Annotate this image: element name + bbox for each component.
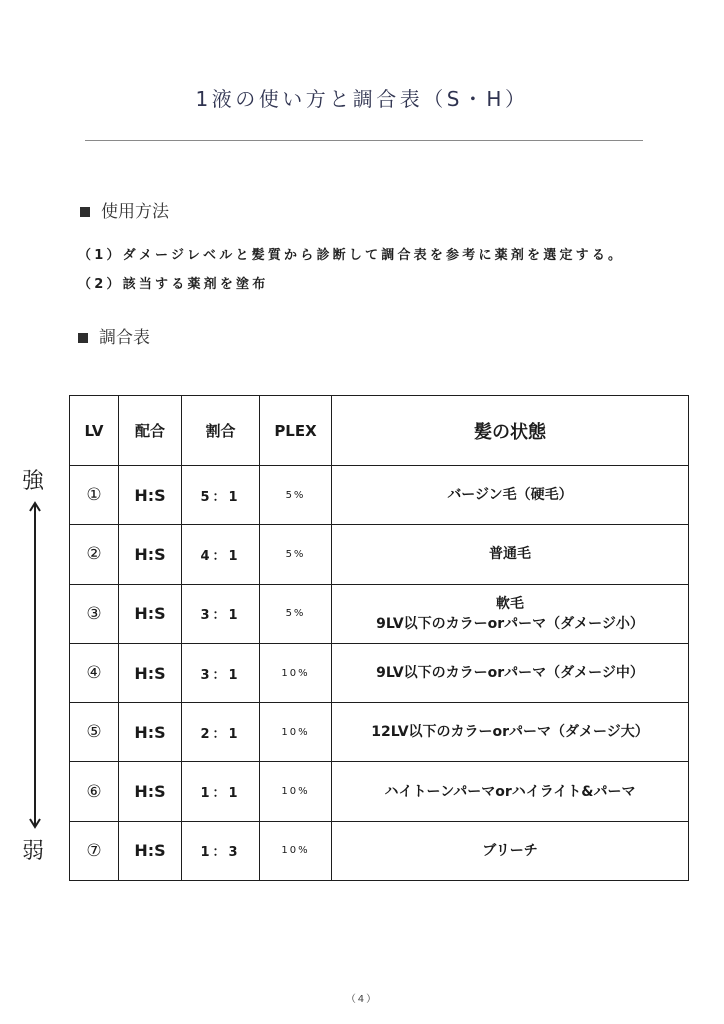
usage-heading-label: 使用方法: [101, 202, 169, 222]
cell-plex: 10%: [260, 643, 332, 702]
usage-step-1: （1）ダメージレベルと髪質から診断して調合表を参考に薬剤を選定する。: [78, 248, 625, 263]
cell-state-line: 9LV以下のカラーorパーマ（ダメージ小）: [376, 615, 644, 632]
cell-state-line: 12LV以下のカラーorパーマ（ダメージ大）: [371, 724, 649, 741]
table-header-row: [70, 396, 689, 466]
cell-plex: 5%: [260, 584, 332, 643]
cell-lv: ③: [70, 584, 119, 643]
cell-ratio: 5：1: [182, 466, 260, 525]
cell-lv: ⑦: [70, 821, 119, 880]
table-row: [70, 643, 689, 702]
cell-state-line: 9LV以下のカラーorパーマ（ダメージ中）: [376, 665, 644, 682]
cell-state-line: 普通毛: [489, 546, 531, 563]
cell-state: [332, 703, 689, 762]
cell-plex: 10%: [260, 821, 332, 880]
table-row: [70, 466, 689, 525]
cell-state-line: ハイトーンパーマorハイライト&パーマ: [384, 783, 636, 800]
cell-mix: H:S: [119, 643, 182, 702]
header-plex: PLEX: [260, 396, 332, 466]
cell-lv: ①: [70, 466, 119, 525]
cell-mix: H:S: [119, 525, 182, 584]
mix-table: [69, 395, 689, 881]
cell-ratio: 3：1: [182, 584, 260, 643]
cell-mix: H:S: [119, 821, 182, 880]
table-row: [70, 821, 689, 880]
cell-state-line: バージン毛（硬毛）: [447, 487, 573, 504]
bullet-square-icon: [80, 207, 90, 217]
table-heading: [78, 326, 150, 350]
table-row: [70, 762, 689, 821]
table-row: [70, 584, 689, 643]
cell-state-line: ブリーチ: [482, 842, 538, 859]
cell-state: [332, 643, 689, 702]
cell-ratio: 3：1: [182, 643, 260, 702]
bullet-square-icon: [78, 333, 88, 343]
cell-plex: 10%: [260, 703, 332, 762]
cell-ratio: 1：1: [182, 762, 260, 821]
cell-ratio: 1：3: [182, 821, 260, 880]
title-divider: [85, 140, 643, 141]
cell-plex: 10%: [260, 762, 332, 821]
header-state: 髪の状態: [332, 396, 689, 466]
scale-strong-label: 強: [22, 469, 45, 494]
table-row: [70, 703, 689, 762]
page-number: （4）: [345, 994, 379, 1005]
cell-lv: ⑥: [70, 762, 119, 821]
cell-state: [332, 466, 689, 525]
cell-mix: H:S: [119, 762, 182, 821]
header-ratio: 割合: [182, 396, 260, 466]
double-arrow-icon: [27, 500, 43, 830]
cell-state: [332, 525, 689, 584]
cell-state-line: 軟毛: [496, 595, 524, 612]
table-heading-label: 調合表: [99, 328, 150, 348]
cell-mix: H:S: [119, 584, 182, 643]
cell-lv: ④: [70, 643, 119, 702]
page-title: 1液の使い方と調合表（S・H）: [195, 87, 529, 111]
cell-state: [332, 584, 689, 643]
scale-weak-label: 弱: [22, 839, 45, 864]
usage-step-2: （2）該当する薬剤を塗布: [78, 277, 269, 292]
usage-heading: [80, 200, 169, 224]
cell-plex: 5%: [260, 525, 332, 584]
table-row: [70, 525, 689, 584]
header-mix: 配合: [119, 396, 182, 466]
cell-mix: H:S: [119, 703, 182, 762]
cell-lv: ②: [70, 525, 119, 584]
cell-mix: H:S: [119, 466, 182, 525]
cell-ratio: 4：1: [182, 525, 260, 584]
cell-state: [332, 762, 689, 821]
cell-ratio: 2：1: [182, 703, 260, 762]
cell-plex: 5%: [260, 466, 332, 525]
cell-state: [332, 821, 689, 880]
cell-lv: ⑤: [70, 703, 119, 762]
header-lv: LV: [70, 396, 119, 466]
